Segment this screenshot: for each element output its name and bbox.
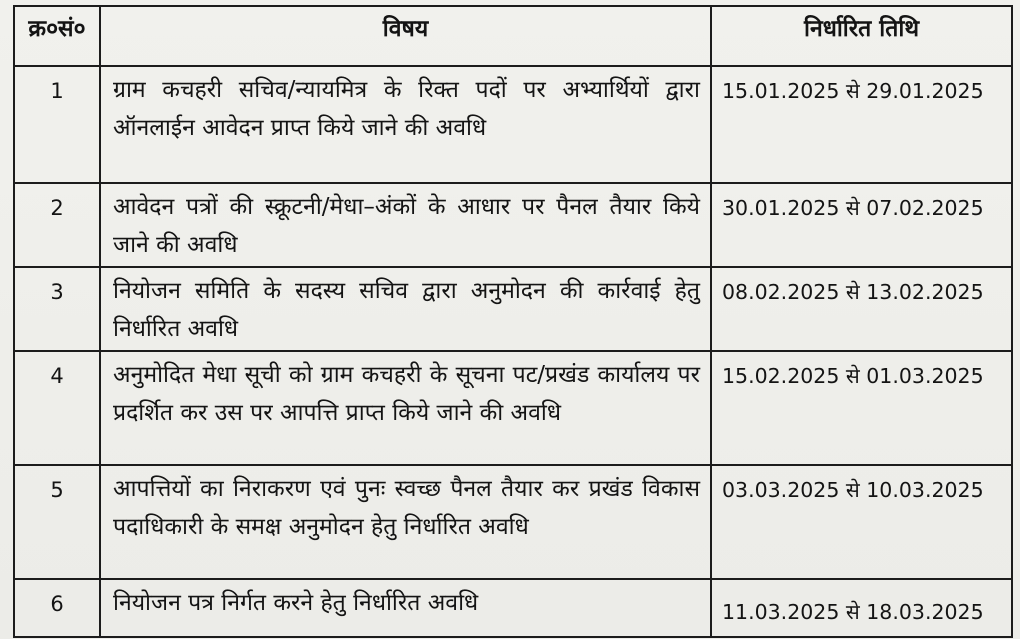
- header-serial-number: क्र०सं०: [14, 6, 100, 66]
- header-row: [14, 6, 1012, 66]
- row-subject: ग्राम कचहरी सचिव/न्यायमित्र के रिक्त पदों पर अभ्यार्थियों द्वारा ऑनलाईन आवेदन प्राप्त किये जाने की अवधि: [100, 66, 711, 183]
- row-subject: नियोजन समिति के सदस्य सचिव द्वारा अनुमोदन की कार्रवाई हेतु निर्धारित अवधि: [100, 267, 711, 351]
- table-row: [14, 66, 1012, 183]
- row-date-range: 15.02.2025 से 01.03.2025: [711, 351, 1012, 465]
- row-serial-number: 5: [14, 465, 100, 579]
- row-serial-number: 6: [14, 579, 100, 637]
- row-subject: नियोजन पत्र निर्गत करने हेतु निर्धारित अवधि: [100, 579, 711, 637]
- schedule-table: [13, 5, 1013, 638]
- row-date-range: 15.01.2025 से 29.01.2025: [711, 66, 1012, 183]
- row-subject: आपत्तियों का निराकरण एवं पुनः स्वच्छ पैनल तैयार कर प्रखंड विकास पदाधिकारी के समक्ष अनुमोदन हेतु निर्धारित अवधि: [100, 465, 711, 579]
- row-serial-number: 2: [14, 183, 100, 267]
- row-date-range: 11.03.2025 से 18.03.2025: [711, 579, 1012, 637]
- row-date-range: 03.03.2025 से 10.03.2025: [711, 465, 1012, 579]
- table-row: [14, 183, 1012, 267]
- row-serial-number: 1: [14, 66, 100, 183]
- table-row: [14, 267, 1012, 351]
- header-scheduled-date: निर्धारित तिथि: [711, 6, 1012, 66]
- table-row: [14, 351, 1012, 465]
- row-subject: आवेदन पत्रों की स्क्रूटनी/मेधा–अंकों के आधार पर पैनल तैयार किये जाने की अवधि: [100, 183, 711, 267]
- table-row: [14, 579, 1012, 637]
- table-row: [14, 465, 1012, 579]
- row-subject: अनुमोदित मेधा सूची को ग्राम कचहरी के सूचना पट/प्रखंड कार्यालय पर प्रदर्शित कर उस पर आपत्ति प्राप्त किये जाने की अवधि: [100, 351, 711, 465]
- row-date-range: 30.01.2025 से 07.02.2025: [711, 183, 1012, 267]
- row-serial-number: 3: [14, 267, 100, 351]
- row-serial-number: 4: [14, 351, 100, 465]
- row-date-range: 08.02.2025 से 13.02.2025: [711, 267, 1012, 351]
- header-subject: विषय: [100, 6, 711, 66]
